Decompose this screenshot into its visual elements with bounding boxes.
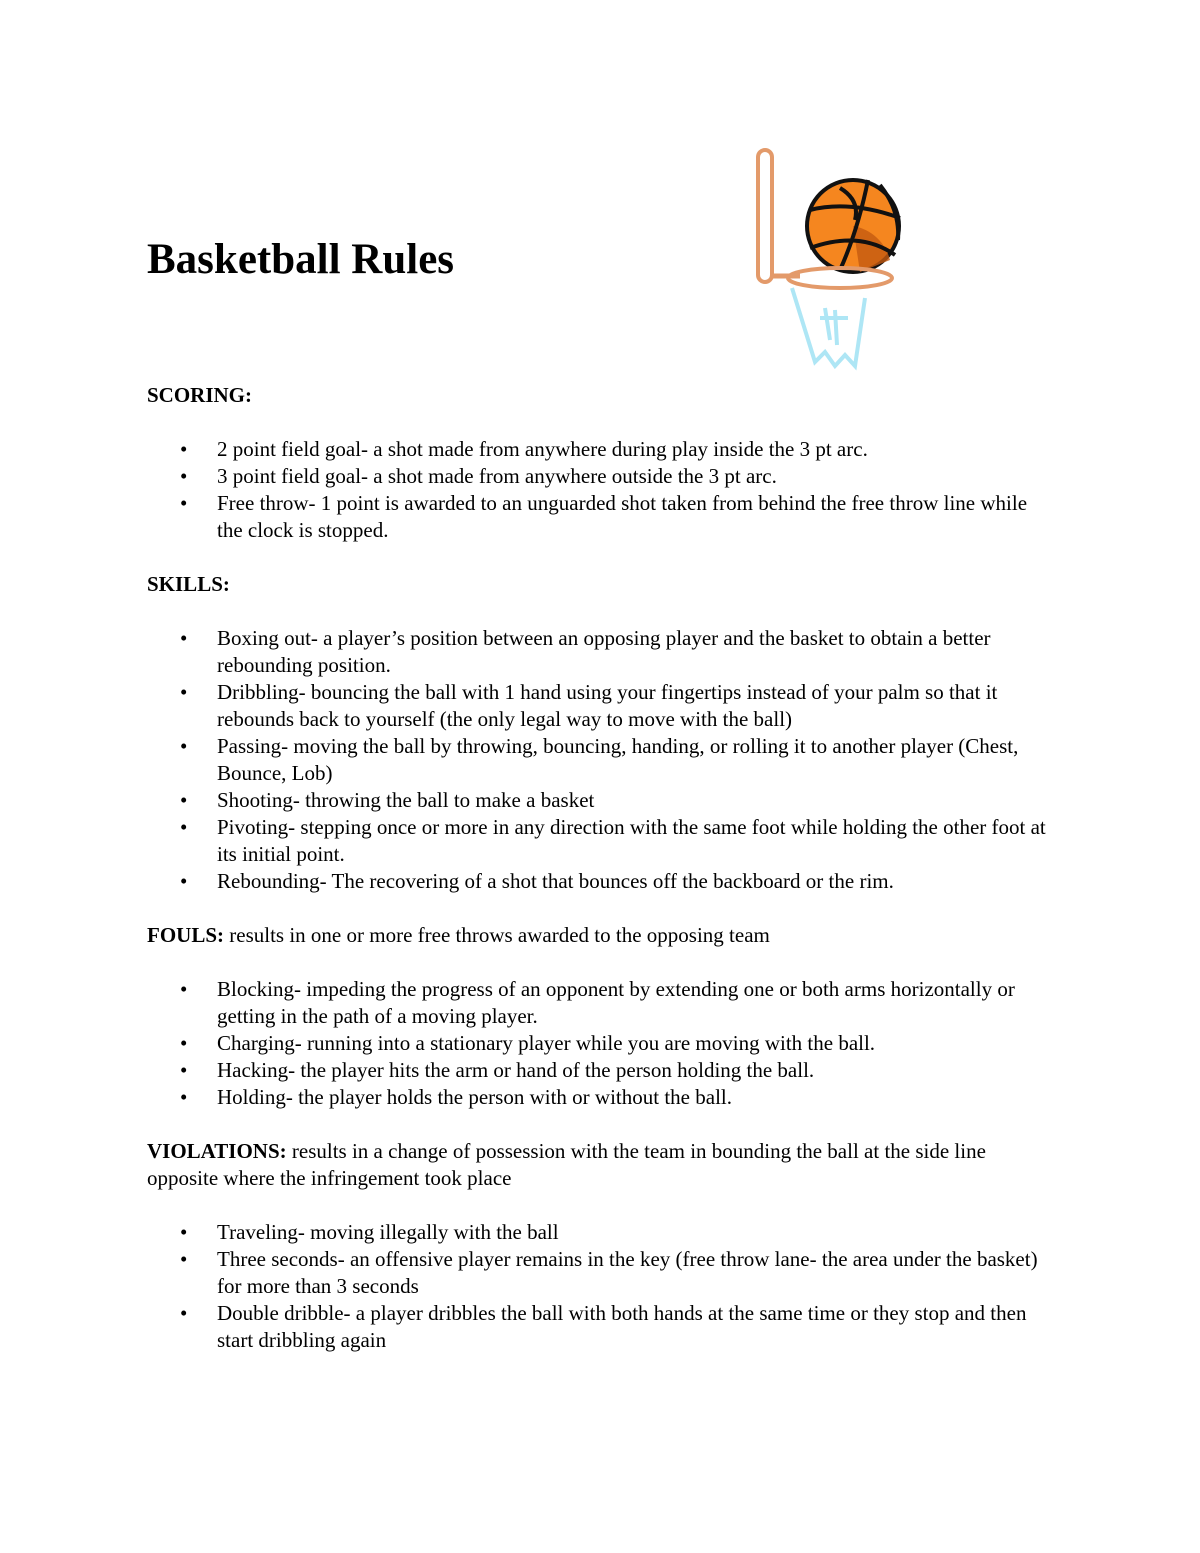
- list-item: • Double dribble- a player dribbles the ball with both hands at the same time or they stop and then start dribbling again: [180, 1301, 1027, 1352]
- bullet-icon: •: [180, 1085, 188, 1109]
- section-note: results in a change of possession with the team in bounding the ball at the side line opposite where the infringement took place: [147, 1139, 986, 1190]
- section-scoring: [147, 382, 1052, 544]
- bullet-icon: •: [180, 1031, 188, 1055]
- list-item: • 2 point field goal- a shot made from anywhere during play inside the 3 pt arc.: [180, 437, 868, 461]
- list-item: • Blocking- impeding the progress of an opponent by extending one or both arms horizontally or getting in the path of a moving player.: [180, 977, 1015, 1028]
- basketball-hoop-illustration: [740, 140, 920, 380]
- bullet-icon: •: [180, 1247, 188, 1271]
- list-item: • Hacking- the player hits the arm or hand of the person holding the ball.: [180, 1058, 815, 1082]
- bullet-icon: •: [180, 734, 188, 758]
- list-item: • 3 point field goal- a shot made from anywhere outside the 3 pt arc.: [180, 464, 777, 488]
- bullet-icon: •: [180, 815, 188, 839]
- bullet-icon: •: [180, 1220, 188, 1244]
- list-item: • Free throw- 1 point is awarded to an unguarded shot taken from behind the free throw line while the clock is stopped.: [180, 491, 1028, 542]
- section-heading: FOULS:: [147, 923, 225, 947]
- basketball-icon: [807, 180, 900, 272]
- list-item: • Shooting- throwing the ball to make a basket: [180, 788, 595, 812]
- list-item: • Rebounding- The recovering of a shot that bounces off the backboard or the rim.: [180, 869, 894, 893]
- section-skills: [147, 571, 1052, 895]
- bullet-icon: •: [180, 464, 188, 488]
- rule-list: [147, 1219, 1052, 1354]
- rule-list: [147, 436, 1052, 544]
- list-item: • Three seconds- an offensive player remains in the key (free throw lane- the area under the basket) for more than 3 seconds: [180, 1247, 1038, 1298]
- bullet-icon: •: [180, 491, 188, 515]
- list-item: • Holding- the player holds the person with or without the ball.: [180, 1085, 732, 1109]
- list-item: • Charging- running into a stationary player while you are moving with the ball.: [180, 1031, 876, 1055]
- bullet-icon: •: [180, 1301, 188, 1325]
- bullet-icon: •: [180, 977, 188, 1001]
- section-violations: [147, 1138, 1052, 1354]
- bullet-icon: •: [180, 680, 188, 704]
- bullet-icon: •: [180, 626, 188, 650]
- rules-content: [147, 382, 1052, 1381]
- section-note: results in one or more free throws awarded to the opposing team: [224, 923, 770, 947]
- list-item: • Traveling- moving illegally with the ball: [180, 1220, 559, 1244]
- bullet-icon: •: [180, 437, 188, 461]
- rule-list: [147, 976, 1052, 1111]
- bullet-icon: •: [180, 788, 188, 812]
- section-heading: SCORING:: [147, 383, 253, 407]
- page-title: Basketball Rules: [147, 236, 455, 283]
- bullet-icon: •: [180, 1058, 188, 1082]
- list-item: • Passing- moving the ball by throwing, bouncing, handing, or rolling it to another player (Chest, Bounce, Lob): [180, 734, 1019, 785]
- bullet-icon: •: [180, 869, 188, 893]
- net-icon: [792, 288, 865, 366]
- rule-list: [147, 625, 1052, 895]
- list-item: • Dribbling- bouncing the ball with 1 hand using your fingertips instead of your palm so that it rebounds back to yourself (the only legal way to move with the ball): [180, 680, 998, 731]
- list-item: • Boxing out- a player’s position between an opposing player and the basket to obtain a better rebounding position.: [180, 626, 991, 677]
- section-heading: SKILLS:: [147, 572, 230, 596]
- list-item: • Pivoting- stepping once or more in any direction with the same foot while holding the other foot at its initial point.: [180, 815, 1046, 866]
- section-fouls: [147, 922, 1052, 1111]
- section-heading: VIOLATIONS:: [147, 1139, 287, 1163]
